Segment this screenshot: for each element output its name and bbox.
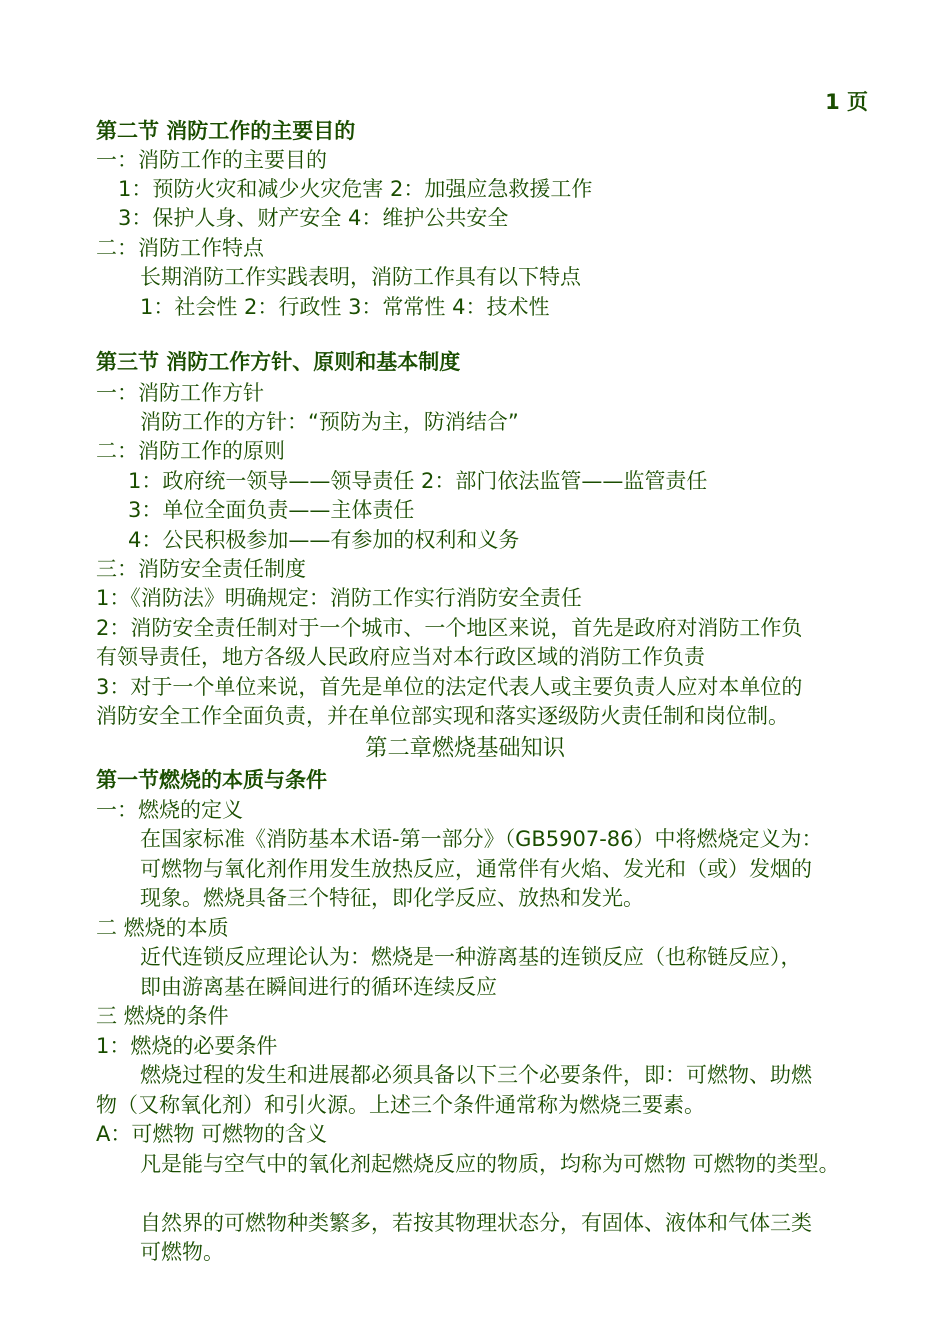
text-line: 二：消防工作特点 [96, 236, 264, 260]
text-line: 近代连锁反应理论认为：燃烧是一种游离基的连锁反应（也称链反应）， [140, 945, 802, 969]
text-line: 可燃物。 [140, 1240, 224, 1264]
text-line: 一：消防工作方针 [96, 381, 264, 405]
text-line: 消防工作的方针：“预防为主，防消结合” [140, 410, 519, 434]
text-line: 有领导责任，地方各级人民政府应当对本行政区域的消防工作负责 [96, 645, 705, 669]
text-line: 一：消防工作的主要目的 [96, 148, 327, 172]
text-line: 二 燃烧的本质 [96, 916, 229, 940]
text-line: 三：消防安全责任制度 [96, 557, 306, 581]
text-line: 1：预防火灾和减少火灾危害 2：加强应急救援工作 [118, 177, 593, 201]
text-line: 三 燃烧的条件 [96, 1004, 229, 1028]
text-line: 物（又称氧化剂）和引火源。上述三个条件通常称为燃烧三要素。 [96, 1093, 705, 1117]
page-number: 1 页 [825, 90, 868, 114]
text-line: 凡是能与空气中的氧化剂起燃烧反应的物质，均称为可燃物 可燃物的类型。 [140, 1152, 840, 1176]
section-heading: 第一节燃烧的本质与条件 [96, 768, 327, 792]
text-line: 1：社会性 2：行政性 3：常常性 4：技术性 [140, 295, 550, 319]
section-heading: 第三节 消防工作方针、原则和基本制度 [96, 350, 461, 374]
chapter-title: 第二章燃烧基础知识 [365, 735, 566, 761]
text-line: 4：公民积极参加——有参加的权利和义务 [128, 528, 520, 552]
text-line: 1：政府统一领导——领导责任 2：部门依法监管——监管责任 [128, 469, 708, 493]
text-line: 3：保护人身、财产安全 4：维护公共安全 [118, 206, 509, 230]
text-line: 3：对于一个单位来说，首先是单位的法定代表人或主要负责人应对本单位的 [96, 675, 803, 699]
text-line: 2：消防安全责任制对于一个城市、一个地区来说，首先是政府对消防工作负 [96, 616, 803, 640]
text-line: 1：《消防法》明确规定：消防工作实行消防安全责任 [96, 586, 582, 610]
text-line: 燃烧过程的发生和进展都必须具备以下三个必要条件，即：可燃物、助燃 [140, 1063, 812, 1087]
text-line: 一：燃烧的定义 [96, 798, 243, 822]
text-line: 现象。燃烧具备三个特征，即化学反应、放热和发光。 [140, 886, 644, 910]
text-line: 3：单位全面负责——主体责任 [128, 498, 415, 522]
text-line: 长期消防工作实践表明，消防工作具有以下特点 [140, 265, 581, 289]
text-line: 消防安全工作全面负责，并在单位部实现和落实逐级防火责任制和岗位制。 [96, 704, 789, 728]
text-line: 在国家标准《消防基本术语-第一部分》（GB5907-86）中将燃烧定义为： [140, 827, 823, 851]
text-line: 二：消防工作的原则 [96, 439, 285, 463]
text-line: 即由游离基在瞬间进行的循环连续反应 [140, 975, 497, 999]
text-line: A：可燃物 可燃物的含义 [96, 1122, 328, 1146]
text-line: 可燃物与氧化剂作用发生放热反应，通常伴有火焰、发光和（或）发烟的 [140, 857, 812, 881]
section-heading: 第二节 消防工作的主要目的 [96, 119, 356, 143]
text-line: 自然界的可燃物种类繁多，若按其物理状态分，有固体、液体和气体三类 [140, 1211, 812, 1235]
text-line: 1：燃烧的必要条件 [96, 1034, 278, 1058]
